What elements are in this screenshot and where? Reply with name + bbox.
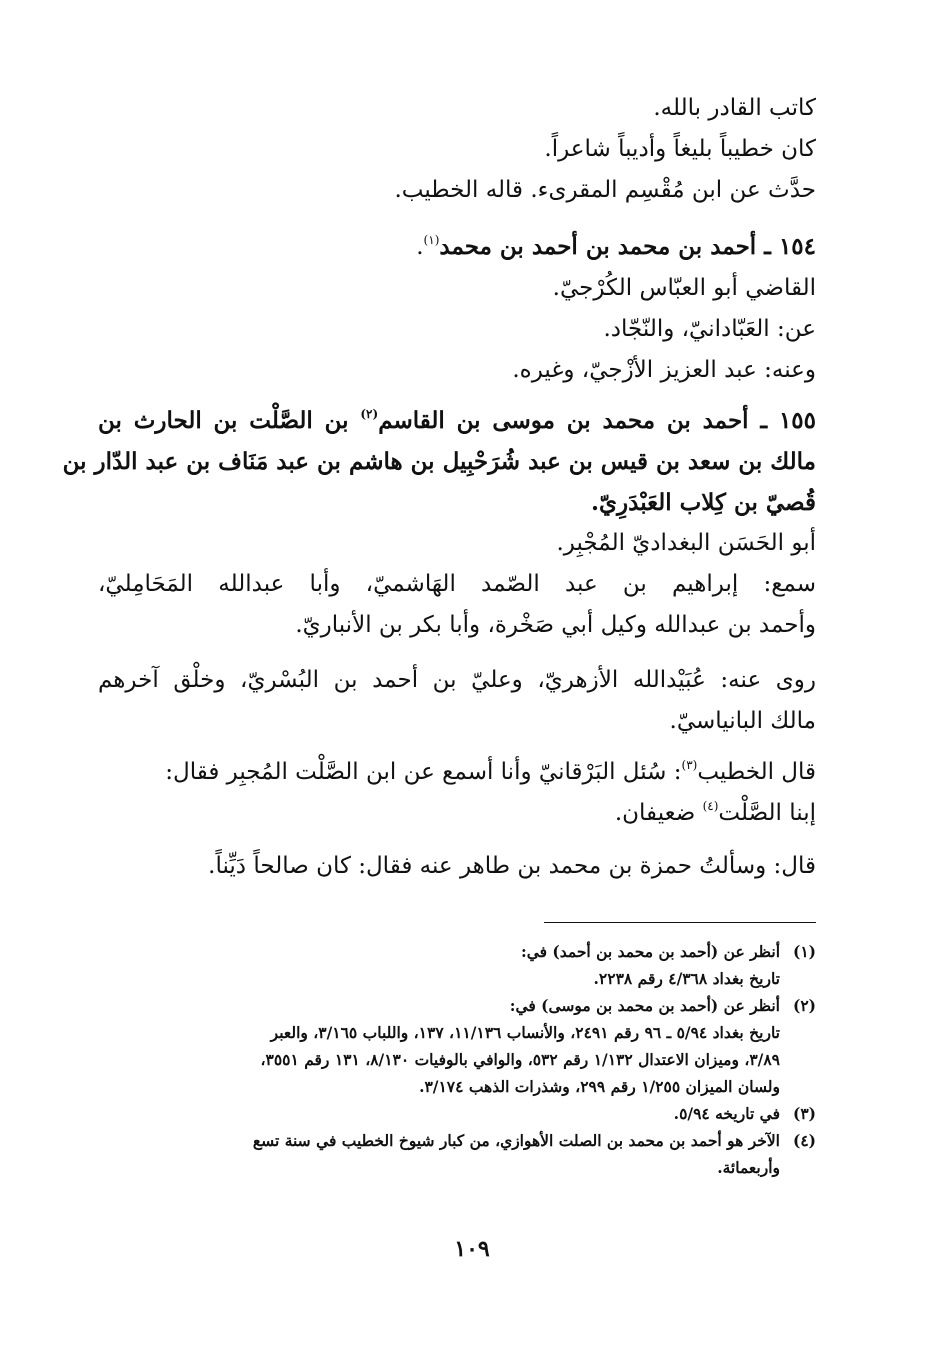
entry-155-heading-line2: مالك بن سعد بن قيس بن عبد شُرَحْبِيل بن هاشم بن عبد مَنَاف بن عبد الدّار بن bbox=[62, 448, 816, 475]
footnote bbox=[96, 1100, 816, 1127]
rawa-line-2: مالك البانياسيّ. bbox=[669, 708, 816, 734]
footnote-ref: (٣) bbox=[681, 758, 698, 772]
footnote bbox=[96, 938, 816, 992]
qala-line-1 bbox=[98, 752, 816, 793]
intro-line: كاتب القادر بالله. bbox=[653, 95, 816, 121]
entry-155-title: ١٥٥ ـ أحمد بن محمد بن موسى بن القاسم bbox=[378, 407, 816, 434]
intro-line: حدَّث عن ابن مُقْسِم المقرىء. قاله الخطيب. bbox=[394, 177, 816, 203]
entry-155-heading bbox=[98, 400, 816, 441]
footnote-number: (٣) bbox=[792, 1104, 816, 1123]
entry-154-heading bbox=[98, 226, 816, 268]
entry-155-sami-1: سمع: إبراهيم بن عبد الصّمد الهَاشميّ، وأبا عبدالله المَحَامِليّ، bbox=[98, 571, 816, 597]
footnote-line: تاريخ بغداد ٤/٣٦٨ رقم ٢٢٣٨. bbox=[593, 969, 780, 988]
footnote-line: ولسان الميزان ١/٢٥٥ رقم ٢٩٩، وشذرات الذهب ٣/١٧٤. bbox=[419, 1077, 780, 1096]
footnote-number: (١) bbox=[792, 942, 816, 961]
intro-line: كان خطيباً بليغاً وأديباً شاعراً. bbox=[544, 136, 816, 162]
footnote-number: (٢) bbox=[792, 996, 816, 1015]
footnote-line: الآخر هو أحمد بن محمد بن الصلت الأهوازي، من كبار شيوخ الخطيب في سنة تسع bbox=[252, 1131, 780, 1150]
entry-155-rawa bbox=[98, 660, 816, 742]
entry-155-title-rest: بن الصَّلْت بن الحارث بن bbox=[98, 407, 361, 434]
footnote-number: (٤) bbox=[792, 1131, 816, 1150]
intro-text bbox=[100, 88, 816, 211]
footnote bbox=[96, 992, 816, 1100]
entry-155-heading-line3: قُصيّ بن كِلاب العَبْدَرِيّ. bbox=[591, 489, 816, 516]
footnote-line: أنظر عن (أحمد بن محمد بن أحمد) في: bbox=[520, 942, 780, 961]
footnote-ref: (٤) bbox=[702, 799, 719, 813]
footnote-line: تاريخ بغداد ٥/٩٤ ـ ٩٦ رقم ٢٤٩١، والأنساب ١١/١٣٦، ١٣٧، واللباب ٣/١٦٥، والعبر bbox=[270, 1023, 780, 1042]
last-line: قال: وسألتُ حمزة بن محمد بن طاهر عنه فقال: كان صالحاً دَيِّناً. bbox=[208, 853, 816, 879]
entry-155 bbox=[62, 400, 816, 646]
footnote-divider bbox=[544, 922, 816, 923]
footnote bbox=[96, 1127, 816, 1181]
qala-text: قال الخطيب bbox=[697, 759, 816, 785]
entry-154-title: ١٥٤ ـ أحمد بن محمد بن أحمد بن محمد bbox=[439, 233, 816, 260]
entry-154-line: القاضي أبو العبّاس الكُرْجيّ. bbox=[552, 275, 816, 301]
rawa-line-1: روى عنه: عُبَيْدالله الأزهريّ، وعليّ بن أحمد بن البُسْريّ، وخلْق آخرهم bbox=[98, 667, 816, 693]
qala-text: ضعيفان. bbox=[614, 800, 703, 826]
qala-text: إبنا الصَّلْت bbox=[718, 800, 816, 826]
entry-155-sami-2: وأحمد بن عبدالله وكيل أبي صَخْرة، وأبا بكر بن الأنباريّ. bbox=[295, 612, 816, 638]
qala-text: : سُئل البَرْقانيّ وأنا أسمع عن ابن الصَّلْت المُجبِر فقال: bbox=[165, 759, 682, 785]
footnotes bbox=[96, 938, 816, 1181]
entry-155-last bbox=[98, 846, 816, 887]
entry-155-qala bbox=[98, 752, 816, 834]
qala-line-2 bbox=[98, 793, 816, 834]
footnote-line: في تاريخه ٥/٩٤. bbox=[673, 1104, 780, 1123]
punctuation: . bbox=[416, 234, 424, 260]
entry-154-line: وعنه: عبد العزيز الأزْجيّ، وغيره. bbox=[512, 357, 816, 383]
footnote-ref: (١) bbox=[423, 233, 440, 247]
page-number: ١٠٩ bbox=[454, 1236, 490, 1262]
footnote-line: أنظر عن (أحمد بن محمد بن موسى) في: bbox=[509, 996, 780, 1015]
entry-154-line: عن: العَبّادانيّ، والنّجّاد. bbox=[603, 316, 816, 342]
entry-154 bbox=[98, 226, 816, 391]
footnote-line: ٣/٨٩، وميزان الاعتدال ١/١٣٢ رقم ٥٣٢، والوافي بالوفيات ٨/١٣٠، ١٣١ رقم ٣٥٥١، bbox=[260, 1050, 780, 1069]
footnote-line: وأربعمائة. bbox=[717, 1158, 780, 1177]
footnote-ref: (٢) bbox=[360, 407, 379, 421]
entry-155-kunya: أبو الحَسَن البغداديّ المُجْبِر. bbox=[556, 530, 816, 556]
